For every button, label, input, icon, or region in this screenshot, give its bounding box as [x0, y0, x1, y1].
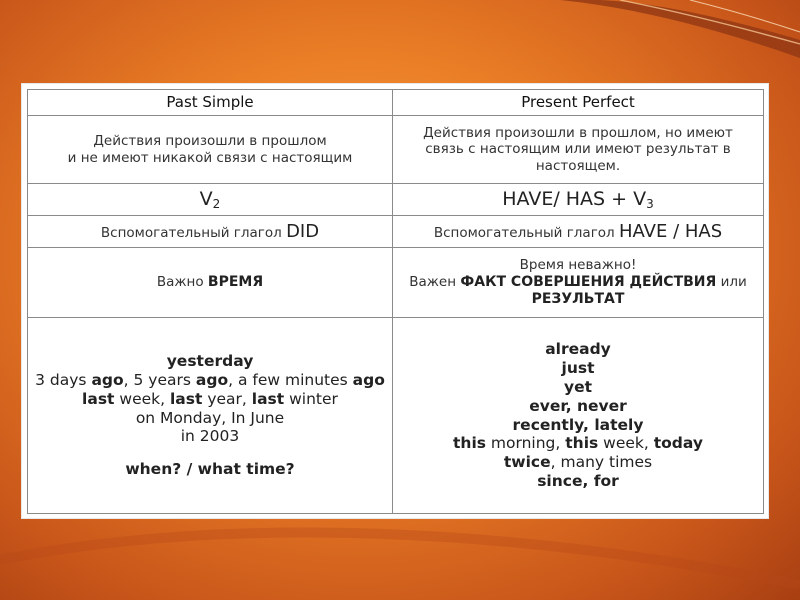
- verb-form-row: [28, 184, 764, 216]
- past-importance-value: ВРЕМЯ: [207, 273, 264, 290]
- past-word-text: , 5 years: [123, 370, 196, 389]
- past-question-line: when? / what time?: [125, 460, 295, 479]
- present-description-line: связь с настоящим или имеют результат в: [425, 141, 731, 158]
- present-word-text: week,: [598, 434, 654, 453]
- present-word-line: recently, lately: [512, 415, 644, 434]
- present-word-line: since, for: [537, 472, 619, 491]
- past-auxiliary-label: Вспомогательный глагол: [100, 224, 287, 241]
- present-importance-cell: [393, 248, 764, 318]
- past-verb-form-subscript: 2: [212, 196, 221, 211]
- present-auxiliary-cell: [393, 216, 764, 248]
- past-time-words-cell: [28, 318, 393, 514]
- past-word-text: , a few minutes: [228, 370, 353, 389]
- time-words-row: [28, 318, 764, 514]
- past-importance-label: Важно: [156, 273, 208, 290]
- present-description-cell: [393, 116, 764, 184]
- past-word-line: on Monday, In June: [135, 408, 285, 427]
- present-verb-form-subscript: 3: [646, 196, 654, 211]
- past-word-text: week,: [114, 389, 170, 408]
- past-verb-form-base: V: [199, 187, 213, 210]
- present-verb-form-base: HAVE/ HAS + V: [502, 187, 647, 210]
- past-word-gap: [34, 446, 386, 460]
- past-auxiliary-value: DID: [286, 220, 320, 242]
- present-verb-form-cell: [393, 184, 764, 216]
- past-auxiliary-cell: [28, 216, 393, 248]
- past-verb-form-cell: [28, 184, 393, 216]
- present-description-line: настоящем.: [535, 157, 621, 174]
- past-word-text: winter: [284, 389, 338, 408]
- past-word-line: [34, 390, 386, 409]
- present-description-line: Действия произошли в прошлом, но имеют: [423, 124, 733, 141]
- past-word-text: 3 days: [35, 370, 92, 389]
- present-word-text: , many times: [550, 453, 653, 472]
- present-importance-note: Время неважно!: [519, 257, 637, 274]
- present-word-line: already: [545, 339, 611, 358]
- past-description-line: и не имеют никакой связи с настоящим: [67, 149, 353, 166]
- present-auxiliary-label: Вспомогательный глагол: [433, 224, 619, 241]
- present-importance-label: Важен: [409, 273, 461, 290]
- past-word-text: year,: [202, 389, 252, 408]
- present-word-marker: today: [653, 434, 703, 453]
- present-time-words-cell: [393, 318, 764, 514]
- header-present-perfect: Present Perfect: [393, 90, 764, 116]
- past-description-cell: [28, 116, 393, 184]
- tense-comparison-sheet: [22, 84, 768, 518]
- past-importance-cell: [28, 248, 393, 318]
- past-word-marker: last: [82, 389, 115, 408]
- past-description-line: Действия произошли в прошлом: [93, 133, 327, 150]
- past-word-marker: ago: [195, 370, 229, 389]
- present-importance-line: [399, 274, 757, 291]
- past-word-marker: last: [169, 389, 203, 408]
- present-word-text: morning,: [485, 434, 566, 453]
- tense-comparison-table: [27, 89, 764, 514]
- past-word-marker: ago: [352, 370, 385, 389]
- past-word-line: [34, 371, 386, 390]
- past-word-marker: last: [251, 389, 285, 408]
- present-word-line: yet: [563, 377, 593, 396]
- present-word-line: just: [561, 358, 595, 377]
- present-word-marker: this: [453, 434, 486, 453]
- table-header-row: [28, 90, 764, 116]
- present-word-marker: this: [565, 434, 599, 453]
- description-row: [28, 116, 764, 184]
- auxiliary-verb-row: [28, 216, 764, 248]
- present-word-line: ever, never: [529, 396, 627, 415]
- present-importance-line: [399, 291, 757, 308]
- importance-row: [28, 248, 764, 318]
- past-word-marker: ago: [91, 370, 124, 389]
- present-word-line: [399, 453, 757, 472]
- present-importance-value: ФАКТ СОВЕРШЕНИЯ ДЕЙСТВИЯ: [460, 273, 717, 290]
- present-auxiliary-value: HAVE / HAS: [618, 220, 723, 242]
- present-importance-or: или: [716, 273, 747, 290]
- past-word-line: yesterday: [166, 351, 254, 370]
- present-importance-value2: РЕЗУЛЬТАТ: [531, 290, 625, 307]
- past-word-line: in 2003: [180, 427, 240, 446]
- present-word-line: [399, 434, 757, 453]
- header-past-simple: Past Simple: [28, 90, 393, 116]
- present-word-marker: twice: [503, 453, 551, 472]
